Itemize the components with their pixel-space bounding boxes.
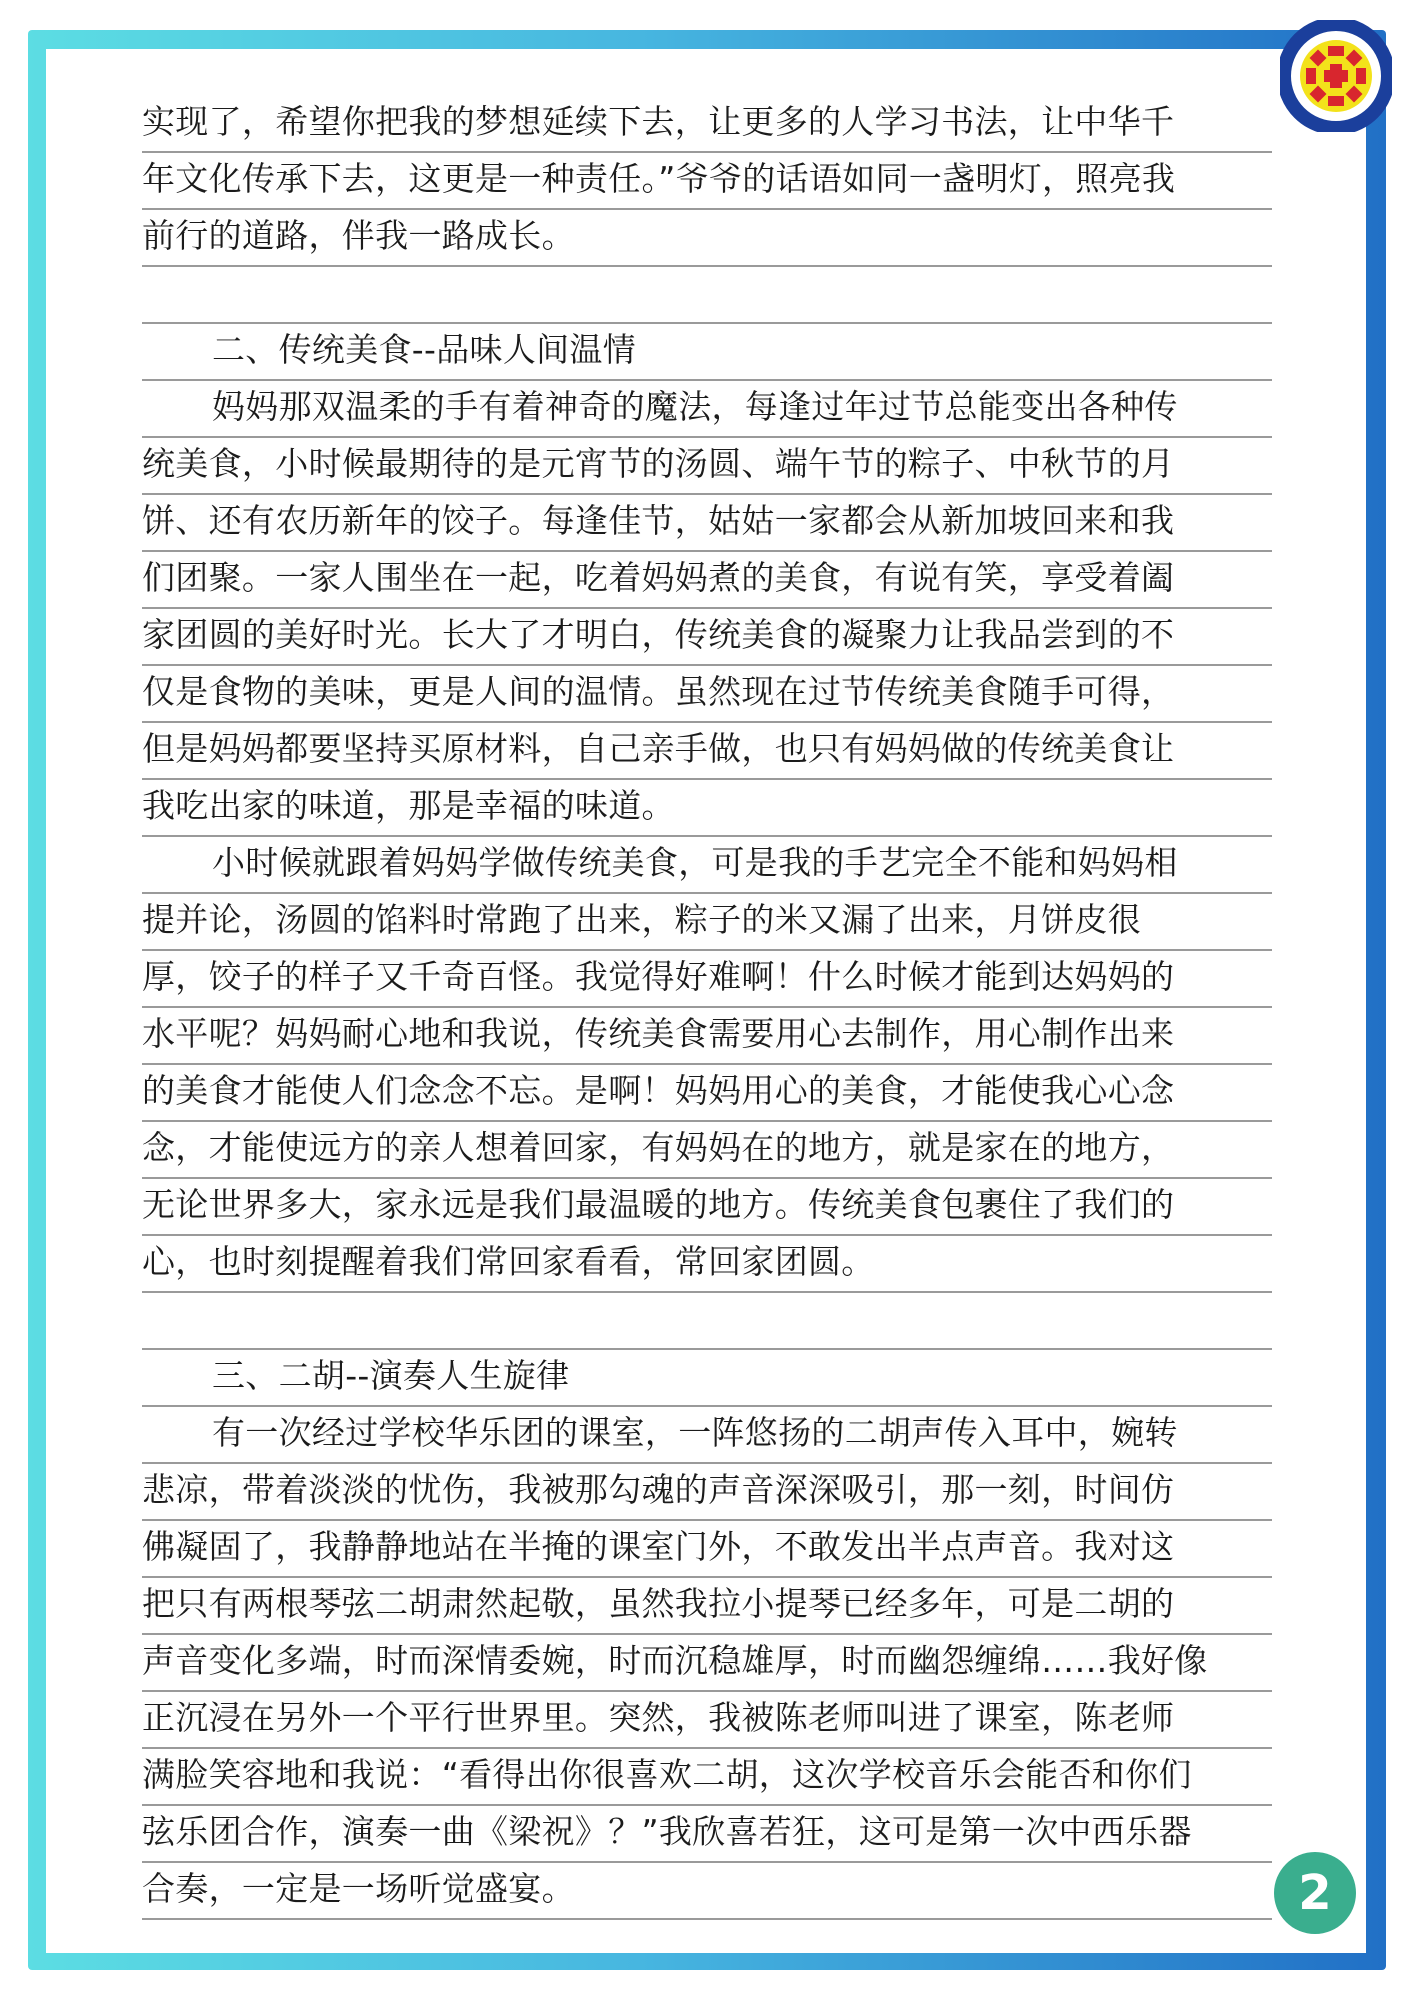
text-line: 水平呢？妈妈耐心地和我说，传统美食需要用心去制作，用心制作出来	[142, 1008, 1272, 1065]
text-line: 三、二胡--演奏人生旋律	[142, 1350, 1272, 1407]
text-line: 厚，饺子的样子又千奇百怪。我觉得好难啊！什么时候才能到达妈妈的	[142, 951, 1272, 1008]
text-line: 无论世界多大，家永远是我们最温暖的地方。传统美食包裹住了我们的	[142, 1179, 1272, 1236]
text-line: 妈妈那双温柔的手有着神奇的魔法，每逢过年过节总能变出各种传	[142, 381, 1272, 438]
text-line: 二、传统美食--品味人间温情	[142, 324, 1272, 381]
text-line: 我吃出家的味道，那是幸福的味道。	[142, 780, 1272, 837]
text-line: 合奏，一定是一场听觉盛宴。	[142, 1863, 1272, 1920]
text-line: 悲凉，带着淡淡的忧伤，我被那勾魂的声音深深吸引，那一刻，时间仿	[142, 1464, 1272, 1521]
text-line: 佛凝固了，我静静地站在半掩的课室门外，不敢发出半点声音。我对这	[142, 1521, 1272, 1578]
text-line: 弦乐团合作，演奏一曲《梁祝》？”我欣喜若狂，这可是第一次中西乐器	[142, 1806, 1272, 1863]
text-line: 小时候就跟着妈妈学做传统美食，可是我的手艺完全不能和妈妈相	[142, 837, 1272, 894]
text-line: 声音变化多端，时而深情委婉，时而沉稳雄厚，时而幽怨缠绵……我好像	[142, 1635, 1272, 1692]
blank-ruled-line	[142, 267, 1272, 324]
text-line: 把只有两根琴弦二胡肃然起敬，虽然我拉小提琴已经多年，可是二胡的	[142, 1578, 1272, 1635]
text-line: 满脸笑容地和我说：“看得出你很喜欢二胡，这次学校音乐会能否和你们	[142, 1749, 1272, 1806]
text-line: 实现了，希望你把我的梦想延续下去，让更多的人学习书法，让中华千	[142, 96, 1272, 153]
text-line: 有一次经过学校华乐团的课室，一阵悠扬的二胡声传入耳中，婉转	[142, 1407, 1272, 1464]
text-line: 饼、还有农历新年的饺子。每逢佳节，姑姑一家都会从新加坡回来和我	[142, 495, 1272, 552]
text-line: 心，也时刻提醒着我们常回家看看，常回家团圆。	[142, 1236, 1272, 1293]
text-line: 前行的道路，伴我一路成长。	[142, 210, 1272, 267]
blank-ruled-line	[142, 1293, 1272, 1350]
article-body	[142, 96, 1272, 1920]
text-line: 们团聚。一家人围坐在一起，吃着妈妈煮的美食，有说有笑，享受着阖	[142, 552, 1272, 609]
text-line: 但是妈妈都要坚持买原材料，自己亲手做，也只有妈妈做的传统美食让	[142, 723, 1272, 780]
text-line: 正沉浸在另外一个平行世界里。突然，我被陈老师叫进了课室，陈老师	[142, 1692, 1272, 1749]
text-line: 仅是食物的美味，更是人间的温情。虽然现在过节传统美食随手可得，	[142, 666, 1272, 723]
page-number-badge: 2	[1274, 1852, 1356, 1934]
text-line: 提并论，汤圆的馅料时常跑了出来，粽子的米又漏了出来，月饼皮很	[142, 894, 1272, 951]
text-line: 念，才能使远方的亲人想着回家，有妈妈在的地方，就是家在的地方，	[142, 1122, 1272, 1179]
text-line: 的美食才能使人们念念不忘。是啊！妈妈用心的美食，才能使我心心念	[142, 1065, 1272, 1122]
text-line: 统美食，小时候最期待的是元宵节的汤圆、端午节的粽子、中秋节的月	[142, 438, 1272, 495]
text-line: 年文化传承下去，这更是一种责任。”爷爷的话语如同一盏明灯，照亮我	[142, 153, 1272, 210]
text-line: 家团圆的美好时光。长大了才明白，传统美食的凝聚力让我品尝到的不	[142, 609, 1272, 666]
school-logo	[1280, 20, 1392, 132]
